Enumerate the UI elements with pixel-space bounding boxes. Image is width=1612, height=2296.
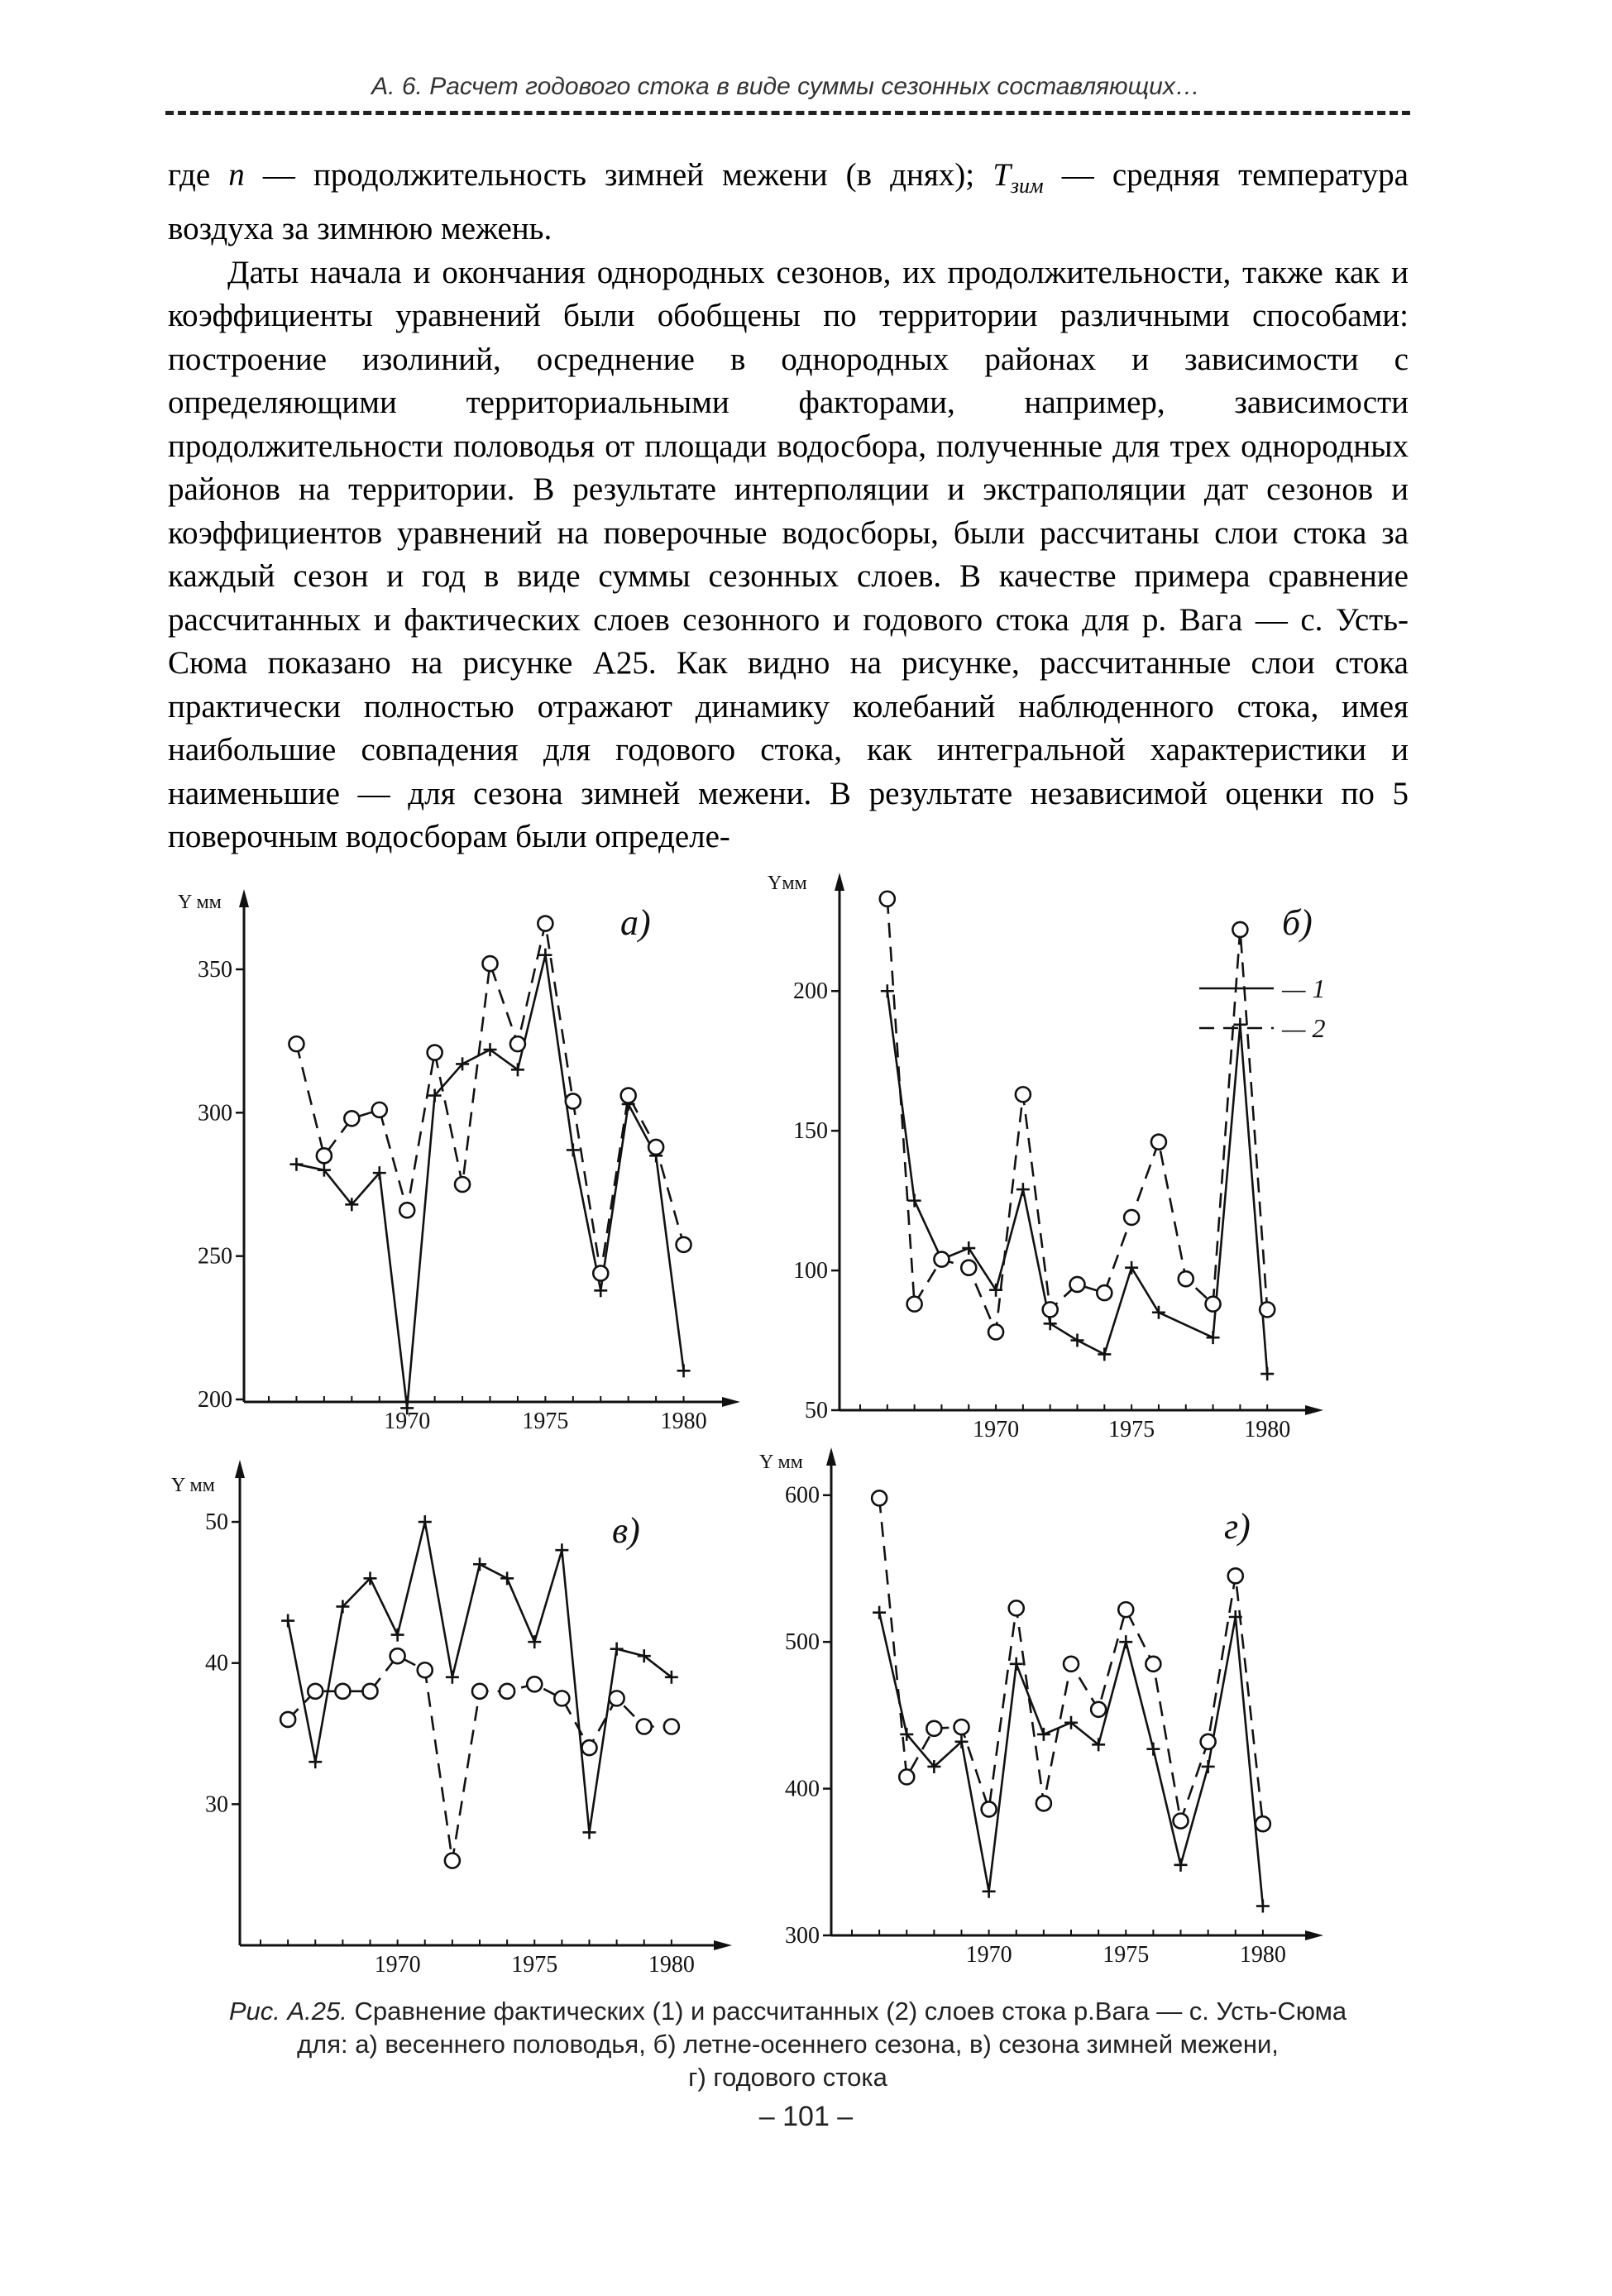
series-2-point bbox=[610, 1691, 624, 1705]
series-1-point bbox=[1256, 1900, 1270, 1913]
x-tick-label: 1980 bbox=[1239, 1942, 1286, 1968]
panel-label: б) bbox=[1282, 902, 1313, 943]
x-tick-label: 1980 bbox=[660, 1409, 707, 1434]
series-1-point bbox=[1044, 1317, 1057, 1330]
x-tick-label: 1975 bbox=[511, 1952, 558, 1978]
series-2-point bbox=[566, 1093, 581, 1108]
series-2-point bbox=[445, 1854, 460, 1868]
series-2-point bbox=[648, 1140, 663, 1155]
series-2-point bbox=[472, 1684, 487, 1699]
series-1-point bbox=[1207, 1331, 1220, 1344]
header-divider bbox=[165, 111, 1410, 115]
series-1-point bbox=[446, 1671, 459, 1684]
series-1-point bbox=[309, 1755, 322, 1768]
series-2-point bbox=[1260, 1302, 1275, 1317]
series-1-point bbox=[500, 1571, 514, 1585]
series-2-point bbox=[1151, 1135, 1166, 1150]
x-tick-label: 1975 bbox=[1108, 1417, 1155, 1442]
y-tick-label: 50 bbox=[205, 1509, 228, 1536]
series-1-line bbox=[887, 991, 1267, 1374]
series-1-point bbox=[281, 1614, 294, 1628]
series-2-point bbox=[500, 1684, 514, 1699]
series-2-point bbox=[363, 1684, 378, 1699]
y-tick-label: 500 bbox=[785, 1629, 820, 1656]
y-axis-label: Y мм bbox=[178, 892, 222, 913]
series-2-point bbox=[880, 892, 895, 906]
series-1-point bbox=[555, 1543, 568, 1557]
running-header: А. 6. Расчет годового стока в виде суммы сезонных составляющих… bbox=[371, 73, 1200, 100]
series-1-point bbox=[1098, 1347, 1111, 1361]
series-1-point bbox=[908, 1194, 921, 1208]
series-2-point bbox=[317, 1148, 332, 1163]
legend-label: — 1 bbox=[1282, 973, 1326, 1003]
series-1-point bbox=[1010, 1657, 1023, 1671]
series-2-point bbox=[1091, 1702, 1106, 1717]
series-2-point bbox=[399, 1203, 414, 1217]
series-2-point bbox=[954, 1720, 969, 1734]
y-tick-label: 200 bbox=[793, 978, 828, 1005]
y-tick-label: 200 bbox=[198, 1387, 232, 1413]
chart-v-svg bbox=[161, 1443, 740, 1989]
legend-label: — 2 bbox=[1282, 1013, 1326, 1043]
series-2-point bbox=[1228, 1568, 1243, 1583]
x-axis-arrow bbox=[714, 1940, 732, 1950]
series-1-point bbox=[1071, 1334, 1084, 1347]
series-2-point bbox=[308, 1684, 323, 1699]
series-2-point bbox=[961, 1260, 976, 1275]
series-2-point bbox=[1201, 1734, 1216, 1749]
series-2-point bbox=[1064, 1657, 1079, 1672]
series-2-point bbox=[1009, 1600, 1024, 1615]
y-tick-label: 400 bbox=[785, 1776, 820, 1802]
x-tick-label: 1970 bbox=[965, 1942, 1012, 1968]
series-2-point bbox=[637, 1720, 652, 1734]
series-1-point bbox=[610, 1643, 624, 1656]
y-axis-arrow bbox=[235, 1460, 245, 1478]
panel-label: г) bbox=[1224, 1506, 1251, 1547]
y-tick-label: 30 bbox=[205, 1791, 228, 1818]
series-1-point bbox=[419, 1515, 432, 1528]
panel-label: а) bbox=[620, 902, 651, 943]
y-tick-label: 300 bbox=[198, 1100, 232, 1126]
x-tick-label: 1980 bbox=[1244, 1417, 1291, 1442]
series-2-point bbox=[483, 956, 498, 971]
series-1-point bbox=[1233, 1018, 1246, 1031]
series-1-point bbox=[1125, 1261, 1138, 1275]
series-2-point bbox=[428, 1045, 442, 1060]
x-tick-label: 1975 bbox=[1103, 1942, 1150, 1968]
series-2-point bbox=[510, 1036, 525, 1051]
series-2-point bbox=[280, 1712, 295, 1727]
series-2-point bbox=[934, 1252, 949, 1267]
series-2-point bbox=[1174, 1814, 1189, 1829]
caption-figure-label: Рис. А.25. bbox=[228, 1997, 347, 2026]
series-2-point bbox=[907, 1297, 922, 1312]
series-1-point bbox=[1202, 1760, 1215, 1773]
series-1-point bbox=[677, 1364, 691, 1377]
series-2-point bbox=[372, 1103, 387, 1117]
y-tick-label: 250 bbox=[198, 1243, 232, 1270]
series-2-point bbox=[1036, 1796, 1051, 1810]
series-2-point bbox=[1232, 922, 1247, 937]
series-2-point bbox=[1097, 1285, 1112, 1300]
series-1-point bbox=[1174, 1858, 1188, 1872]
series-2-point bbox=[554, 1691, 569, 1705]
x-tick-label: 1975 bbox=[522, 1409, 569, 1434]
series-2-point bbox=[1206, 1297, 1221, 1312]
paragraph-1: где n — продолжительность зимней межени (в днях); $T_{зим}$ — средняя температура воздуха за зимнюю межень. bbox=[168, 157, 1409, 247]
series-1-point bbox=[1119, 1635, 1132, 1648]
series-2-point bbox=[621, 1088, 636, 1103]
y-axis-label: Yмм bbox=[768, 873, 807, 894]
series-1-line bbox=[296, 955, 683, 1409]
x-tick-label: 1970 bbox=[374, 1952, 421, 1978]
chart-panel-b bbox=[753, 864, 1414, 1443]
series-2-point bbox=[1070, 1277, 1085, 1292]
series-2-point bbox=[664, 1720, 679, 1734]
y-tick-label: 600 bbox=[785, 1482, 820, 1509]
x-axis-arrow bbox=[1305, 1930, 1323, 1940]
series-1-point bbox=[983, 1885, 996, 1898]
figure-caption: Рис. А.25. Сравнение фактических (1) и рассчитанных (2) слоев стока р.Вага — с. Усть-Сюма для: а) весеннего половодья, б) летне-осеннего сезона, в) сезона зимней межени, г) годового стока bbox=[228, 1997, 1347, 2092]
series-2-point bbox=[335, 1684, 350, 1699]
chart-panel-g bbox=[753, 1439, 1332, 1985]
y-tick-label: 100 bbox=[793, 1258, 828, 1284]
x-tick-label: 1970 bbox=[384, 1409, 431, 1434]
y-axis-arrow bbox=[239, 889, 249, 907]
y-axis-arrow bbox=[826, 1447, 836, 1466]
series-2-point bbox=[988, 1324, 1003, 1339]
x-tick-label: 1970 bbox=[973, 1417, 1020, 1442]
series-1-point bbox=[1152, 1306, 1165, 1319]
series-1-point bbox=[1037, 1728, 1050, 1741]
series-2-point bbox=[1124, 1210, 1139, 1225]
chart-panel-v bbox=[161, 1443, 740, 1989]
chart-g-svg bbox=[753, 1439, 1332, 1985]
y-tick-label: 40 bbox=[205, 1650, 228, 1677]
chart-panel-a bbox=[161, 868, 740, 1447]
series-2-point bbox=[1256, 1816, 1270, 1831]
series-2-point bbox=[455, 1177, 470, 1192]
series-1-point bbox=[594, 1284, 607, 1297]
series-1-point bbox=[473, 1557, 486, 1571]
panel-label: в) bbox=[612, 1510, 640, 1551]
y-axis-label: Y мм bbox=[171, 1475, 215, 1496]
x-tick-label: 1980 bbox=[648, 1952, 695, 1978]
series-2-point bbox=[872, 1490, 887, 1505]
page-number: – 101 – bbox=[758, 2101, 854, 2132]
series-1-point bbox=[289, 1158, 303, 1171]
paragraph-2: Даты начала и окончания однородных сезонов, их продолжительности, также как и коэффициенты уравнений были обобщены по территории различными способами: построение изолиний, осреднение в однородных районах и зависимости с определяющими территориальными факторами, например, зависимости продолжительности половодья от площади водосбора, полученные для трех однородных районов на территории. В результате интерполяции и экстраполяции дат сезонов и коэффициентов уравнений на поверочные водосборы, были рассчитаны слои стока за каждый сезон и год в виде суммы сезонных слоев. В качестве примера сравнение рассчитанных и фактических слоев сезонного и годового стока для р. Вага — с. Усть-Сюма показано на рисунке А25. Как видно на рисунке, рассчитанные слои стока практически полностью отражают динамику колебаний наблюденного стока, имея наибольшие совпадения для годового стока, как интегральной характеристики и наименьшие — для сезона зимней межени. В результате независимой оценки по 5 поверочным водосборам были определе- bbox=[168, 254, 1409, 855]
y-tick-label: 150 bbox=[793, 1118, 828, 1145]
x-axis-arrow bbox=[1305, 1405, 1323, 1415]
series-2-point bbox=[1016, 1087, 1031, 1102]
series-2-point bbox=[593, 1265, 608, 1280]
series-2-point bbox=[677, 1237, 691, 1252]
x-axis-arrow bbox=[722, 1397, 740, 1407]
series-2-point bbox=[418, 1662, 433, 1677]
y-tick-label: 50 bbox=[805, 1398, 828, 1423]
series-1-point bbox=[962, 1241, 975, 1255]
series-2-point bbox=[344, 1111, 359, 1126]
series-2-point bbox=[390, 1648, 405, 1663]
body-text bbox=[168, 154, 1409, 859]
series-1-point bbox=[528, 1635, 541, 1648]
series-1-point bbox=[567, 1143, 580, 1156]
series-2-point bbox=[538, 916, 552, 931]
series-2-point bbox=[1118, 1602, 1133, 1617]
series-1-point bbox=[1146, 1743, 1160, 1756]
series-2-point bbox=[1179, 1271, 1193, 1286]
series-1-point bbox=[583, 1825, 596, 1839]
series-1-point bbox=[391, 1629, 404, 1642]
y-tick-label: 300 bbox=[785, 1923, 820, 1949]
series-1-point bbox=[873, 1606, 886, 1619]
series-2-point bbox=[1146, 1657, 1160, 1672]
series-2-point bbox=[289, 1036, 304, 1051]
y-axis-arrow bbox=[835, 873, 844, 891]
series-1-point bbox=[1260, 1367, 1274, 1380]
series-2-point bbox=[899, 1769, 914, 1784]
series-1-point bbox=[881, 984, 894, 997]
y-axis-label: Y мм bbox=[759, 1452, 803, 1473]
series-2-point bbox=[1043, 1302, 1058, 1317]
series-2-point bbox=[982, 1801, 997, 1816]
series-2-point bbox=[926, 1721, 941, 1736]
y-tick-label: 350 bbox=[198, 957, 232, 983]
series-1-point bbox=[1016, 1183, 1030, 1196]
chart-a-svg bbox=[161, 868, 740, 1447]
series-2-point bbox=[582, 1740, 597, 1755]
chart-b-svg bbox=[753, 864, 1414, 1443]
series-2-point bbox=[527, 1677, 542, 1691]
